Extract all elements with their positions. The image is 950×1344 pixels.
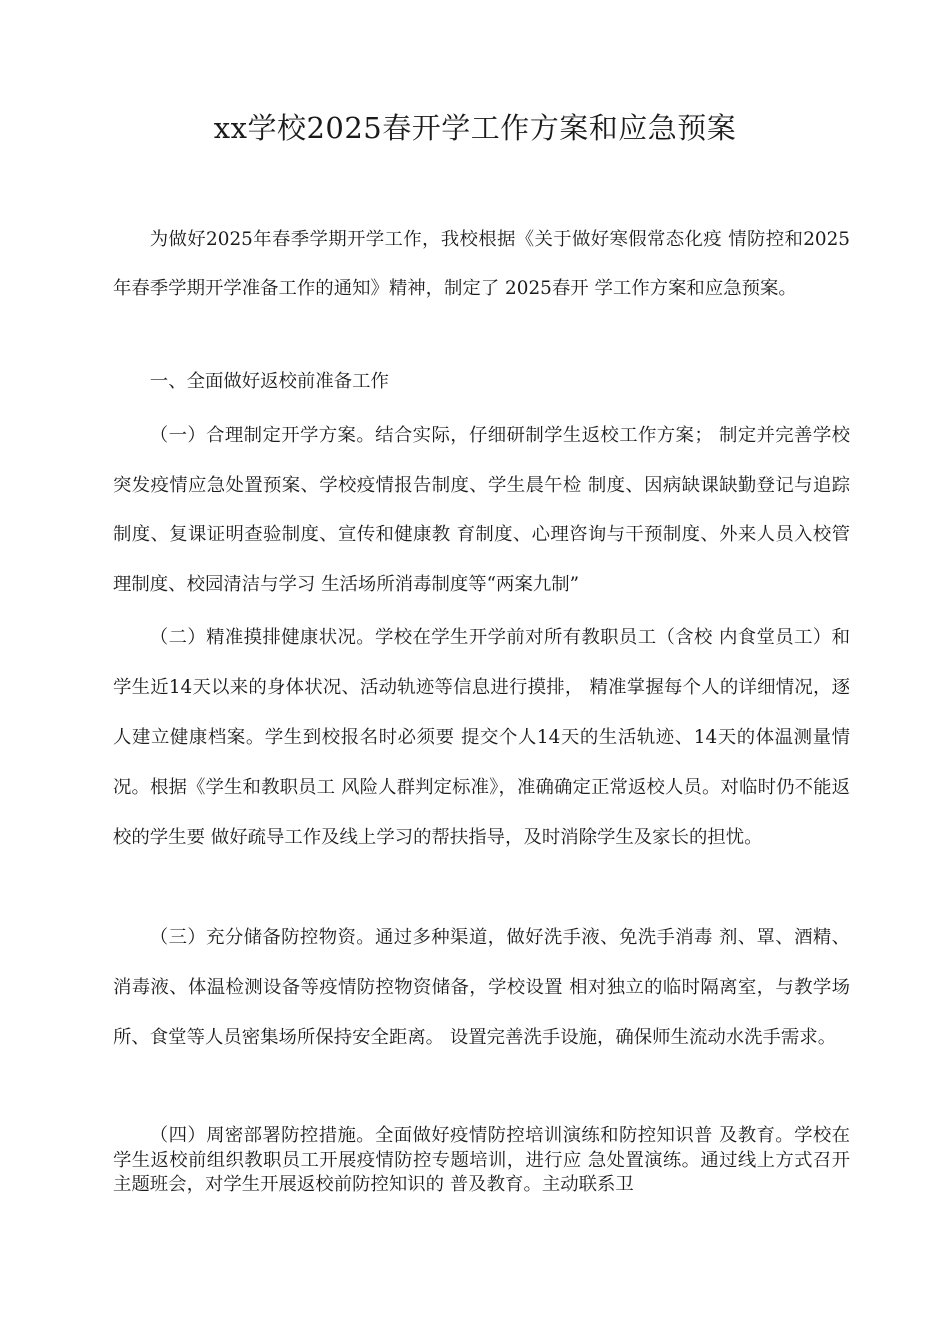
document-title: xx学校2025春开学工作方案和应急预案 <box>213 111 737 145</box>
paragraph-item-2: （二）精准摸排健康状况。学校在学生开学前对所有教职员工（含校 内食堂员工）和学生近14天以来的身体状况、活动轨迹等信息进行摸排， 精准掌握每个人的详细情况，逐人建立健康档案。学生到校报名时必须要 提交个人14天的生活轨迹、14天的体温测量情况。根据《学生和教职员工 风险人群判定标准》，准确确定正常返校人员。对临时仍不能返校的学生要 做好疏导工作及线上学习的帮扶指导，及时消除学生及家长的担忧。 <box>113 627 850 848</box>
paragraph-item-1: （一）合理制定开学方案。结合实际，仔细研制学生返校工作方案； 制定并完善学校突发疫情应急处置预案、学校疫情报告制度、学生晨午检 制度、因病缺课缺勤登记与追踪制度、复课证明查验制度、宣传和健康教 育制度、心理咨询与干预制度、外来人员入校管理制度、校园清洁与学习 生活场所消毒制度等“两案九制” <box>113 425 850 595</box>
paragraph-item-3: （三）充分储备防控物资。通过多种渠道，做好洗手液、免洗手消毒 剂、罩、酒精、消毒液、体温检测设备等疫情防控物资储备，学校设置 相对独立的临时隔离室，与教学场所、食堂等人员密集场所保持安全距离。 设置完善洗手设施，确保师生流动水洗手需求。 <box>113 927 850 1048</box>
paragraph-item-4: （四）周密部署防控措施。全面做好疫情防控培训演练和防控知识普 及教育。学校在学生返校前组织教职员工开展疫情防控专题培训，进行应 急处置演练。通过线上方式召开主题班会，对学生开展返校前防控知识的 普及教育。主动联系卫 <box>113 1125 850 1195</box>
section-heading: 一、全面做好返校前准备工作 <box>149 371 389 392</box>
intro-paragraph: 为做好2025年春季学期开学工作，我校根据《关于做好寒假常态化疫 情防控和2025年春季学期开学准备工作的通知》精神，制定了 2025春开 学工作方案和应急预案。 <box>113 229 850 299</box>
